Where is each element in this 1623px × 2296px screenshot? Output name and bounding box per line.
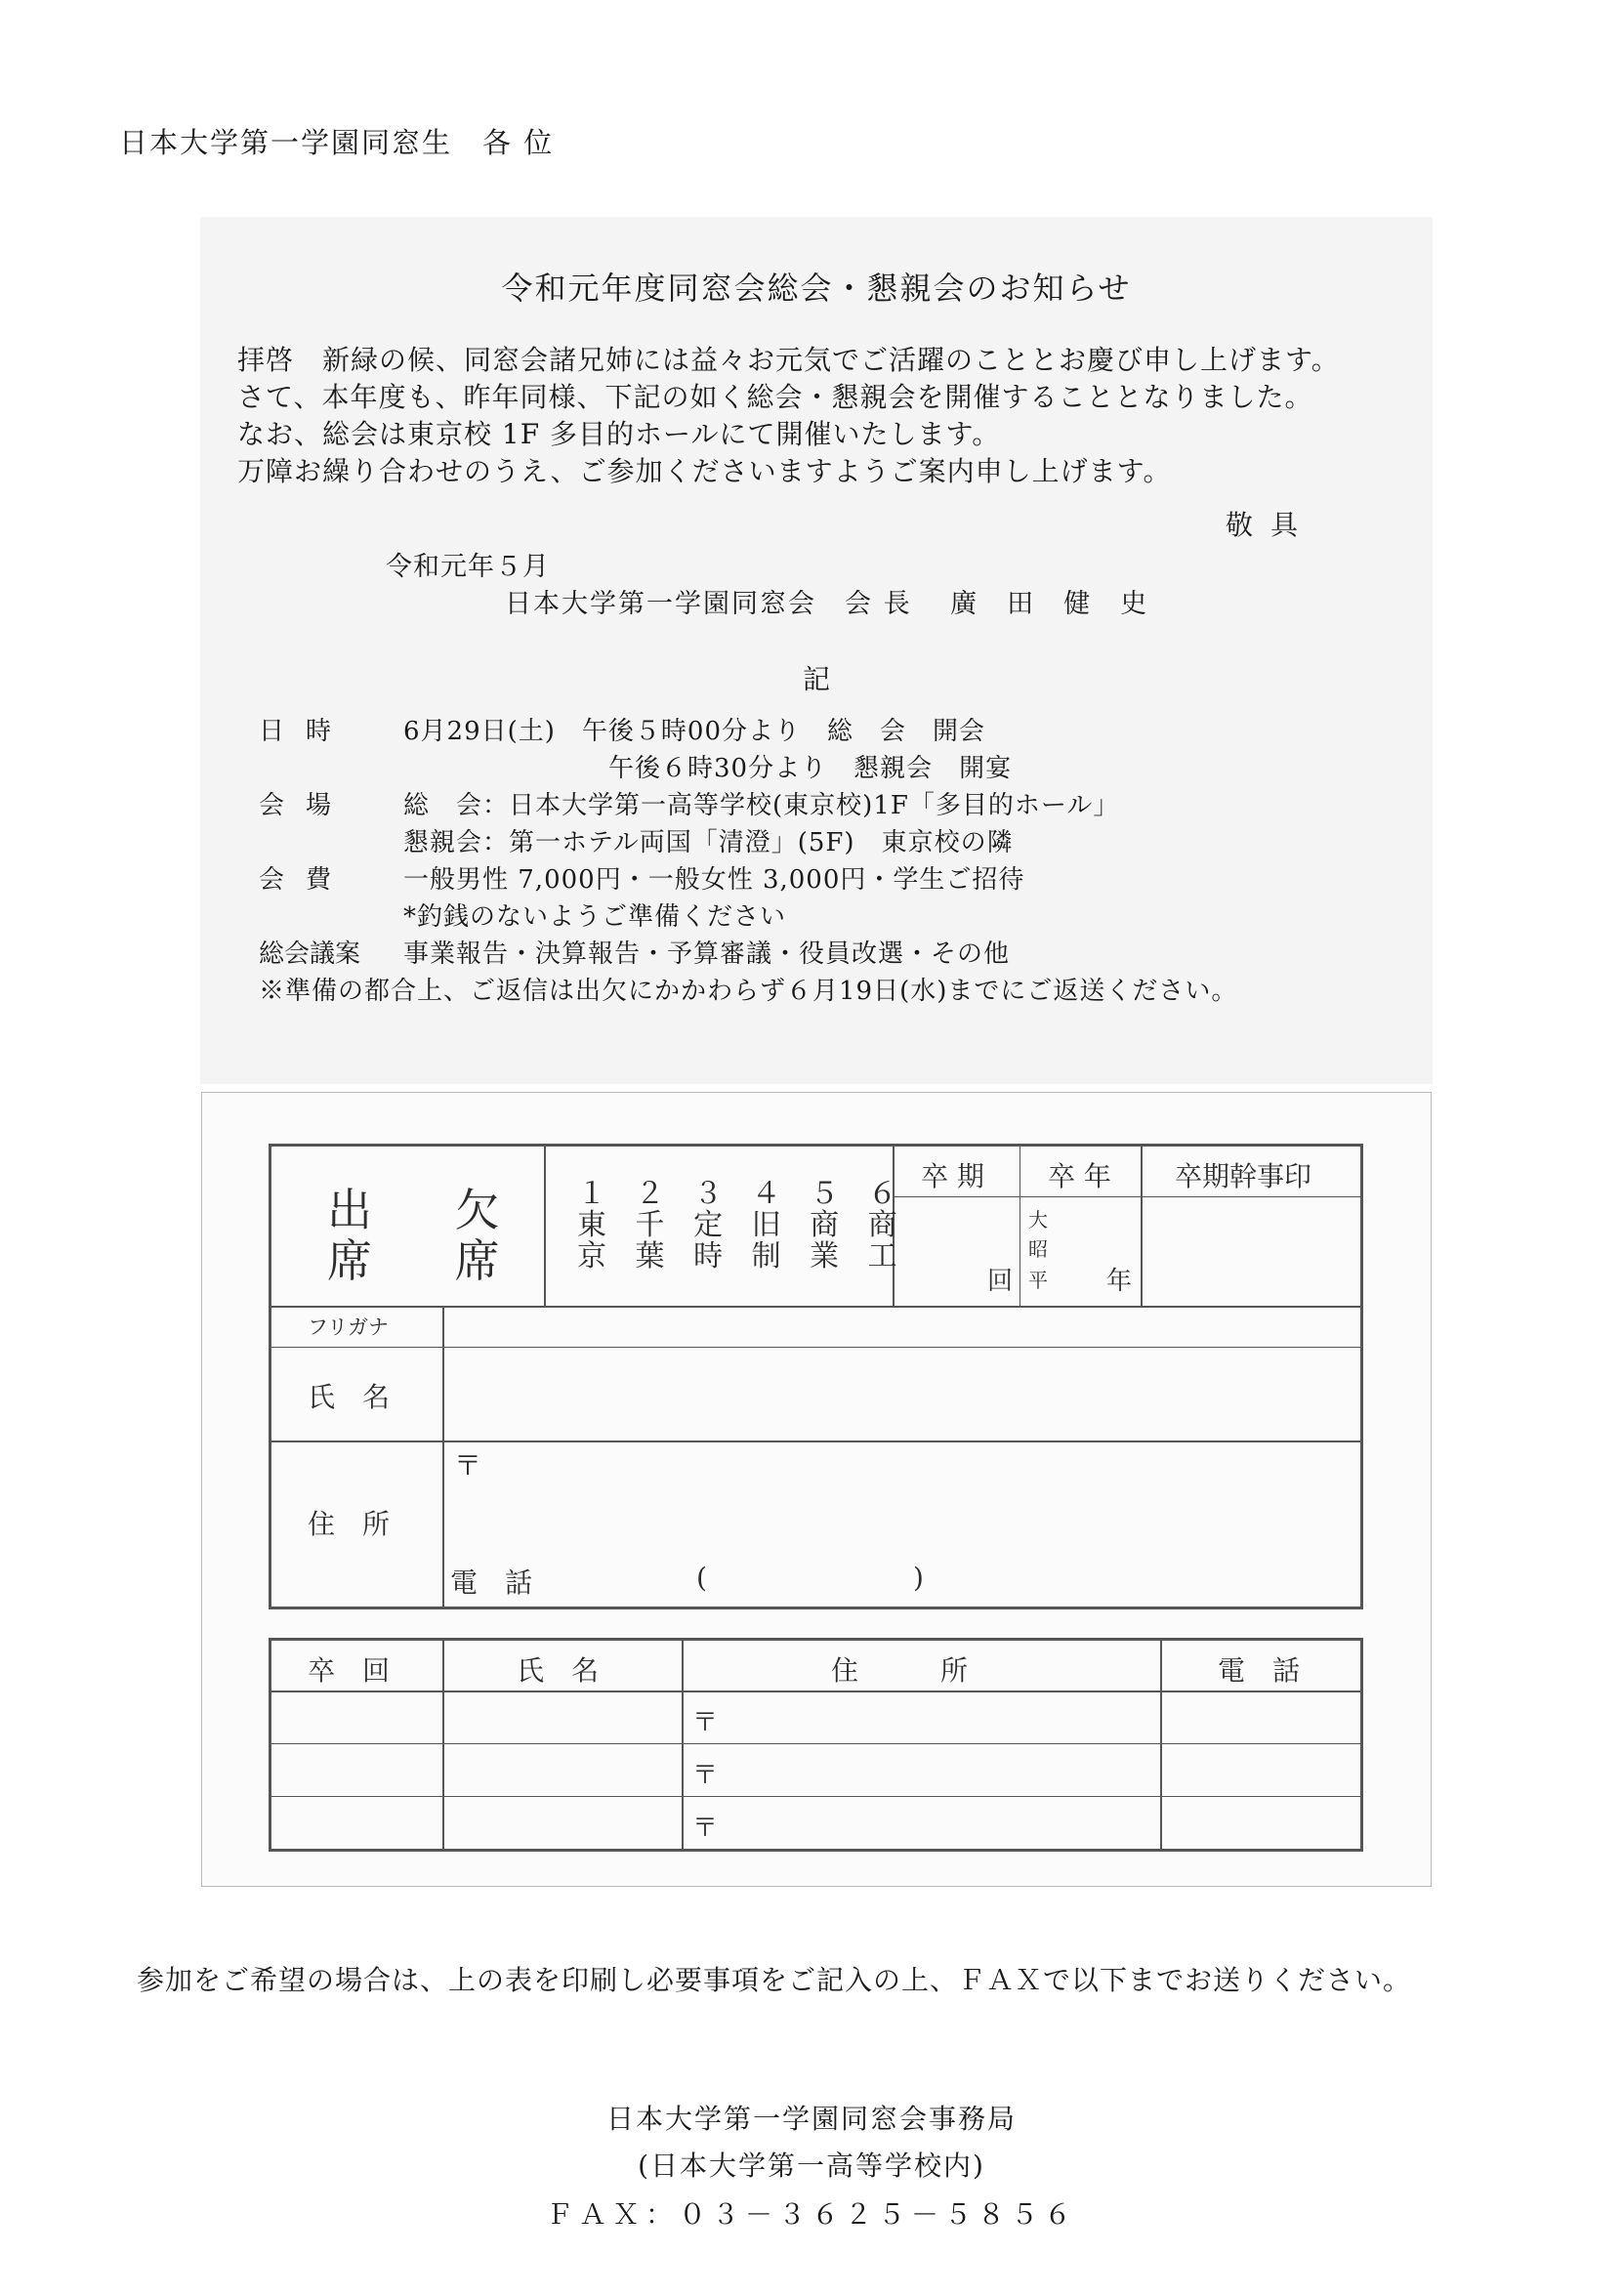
phone-paren-close: ) xyxy=(913,1562,924,1594)
phone-label: 電 話 xyxy=(450,1566,533,1599)
notice-date: 令和元年５月 xyxy=(386,552,550,582)
datetime-value: 6月29日(土) 午後５時00分より 総 会 開会 xyxy=(403,717,985,746)
ki-heading: 記 xyxy=(802,663,830,695)
reply-deadline-note: ※準備の都合上、ご返信は出欠にかかわらず６月19日(水)までにご返送ください。 xyxy=(259,977,1238,1006)
name-label: 氏 名 xyxy=(308,1381,391,1413)
school-names-row-1: 東 千 定 旧 商 商 xyxy=(577,1208,907,1242)
grad-year-header: 卒 年 xyxy=(1048,1160,1111,1192)
nen-suffix: 年 xyxy=(1106,1267,1133,1296)
notice-paragraph xyxy=(237,342,1340,490)
school-names-row-2: 京 葉 時 制 業 工 xyxy=(577,1239,907,1273)
notice-section xyxy=(200,217,1433,1084)
agenda-label: 総会議案 xyxy=(259,939,361,969)
notice-signer: 日本大学第一学園同窓会 会 長 廣 田 健 史 xyxy=(505,589,1149,619)
era-showa: 昭 xyxy=(1028,1237,1048,1261)
postal-mark: 〒 xyxy=(454,1449,482,1482)
notice-title: 令和元年度同窓会総会・懇親会のお知らせ xyxy=(501,270,1132,307)
companion-header-name: 氏 名 xyxy=(517,1654,600,1687)
kai-suffix: 回 xyxy=(987,1267,1014,1296)
furigana-label: フリガナ xyxy=(308,1315,389,1339)
paragraph-line: 万障お繰り合わせのうえ、ご参加くださいますようご案内申し上げます。 xyxy=(237,455,1172,487)
stamp-header: 卒期幹事印 xyxy=(1175,1160,1312,1192)
office-name: 日本大学第一学園同窓会事務局 xyxy=(605,2103,1017,2135)
paragraph-line: さて、本年度も、昨年同様、下記の如く総会・懇親会を開催することとなりました。 xyxy=(237,381,1313,413)
school-numbers: １ ２ ３ ４ ５ ６ xyxy=(577,1177,907,1211)
fee-label: 会費 xyxy=(259,865,354,895)
fee-note: *釣銭のないようご準備ください xyxy=(403,902,787,932)
paragraph-line: なお、総会は東京校 1F 多目的ホールにて開催いたします。 xyxy=(237,418,1001,450)
office-subname: (日本大学第一高等学校内) xyxy=(638,2150,985,2182)
agenda-value: 事業報告・決算報告・予算審議・役員改選・その他 xyxy=(403,939,1011,969)
fee-value: 一般男性 7,000円・一般女性 3,000円・学生ご招待 xyxy=(403,865,1025,895)
datetime-label: 日時 xyxy=(259,717,354,746)
venue-value-2: 懇親会：第一ホテル両国「清澄」(5F) 東京校の隣 xyxy=(403,828,1014,857)
grad-term-header: 卒 期 xyxy=(921,1160,984,1192)
fax-number: ＦＡＸ：０３－３６２５－５８５６ xyxy=(545,2198,1077,2231)
closing-keigu: 敬具 xyxy=(1226,509,1316,541)
attend-label-bottom: 席 席 xyxy=(327,1234,508,1287)
companion-postal-mark: 〒 xyxy=(692,1708,719,1737)
phone-paren-open: ( xyxy=(696,1562,707,1594)
companion-postal-mark: 〒 xyxy=(692,1814,719,1843)
companion-header-phone: 電 話 xyxy=(1218,1654,1301,1687)
datetime-value-2: 午後６時30分より 懇親会 開宴 xyxy=(608,754,1013,783)
attend-label-top: 出 欠 xyxy=(327,1184,508,1236)
reply-form xyxy=(201,1092,1432,1887)
venue-value: 総 会：日本大学第一高等学校(東京校)1F「多目的ホール」 xyxy=(403,791,1120,820)
era-heisei: 平 xyxy=(1028,1269,1048,1292)
fax-instruction: 参加をご希望の場合は、上の表を印刷し必要事項をご記入の上、ＦＡＸで以下までお送りください。 xyxy=(137,1964,1412,1996)
address-label: 住 所 xyxy=(308,1508,391,1540)
companion-header-address: 住 所 xyxy=(831,1654,969,1687)
addressee-line: 日本大学第一学園同窓生 各 位 xyxy=(119,126,555,159)
companion-header-term: 卒 回 xyxy=(308,1654,391,1687)
venue-label: 会場 xyxy=(259,791,354,820)
era-taisho: 大 xyxy=(1028,1208,1048,1231)
paragraph-line: 拝啓 新緑の候、同窓会諸兄姉には益々お元気でご活躍のこととお慶び申し上げます。 xyxy=(237,344,1340,376)
companion-postal-mark: 〒 xyxy=(692,1761,719,1790)
